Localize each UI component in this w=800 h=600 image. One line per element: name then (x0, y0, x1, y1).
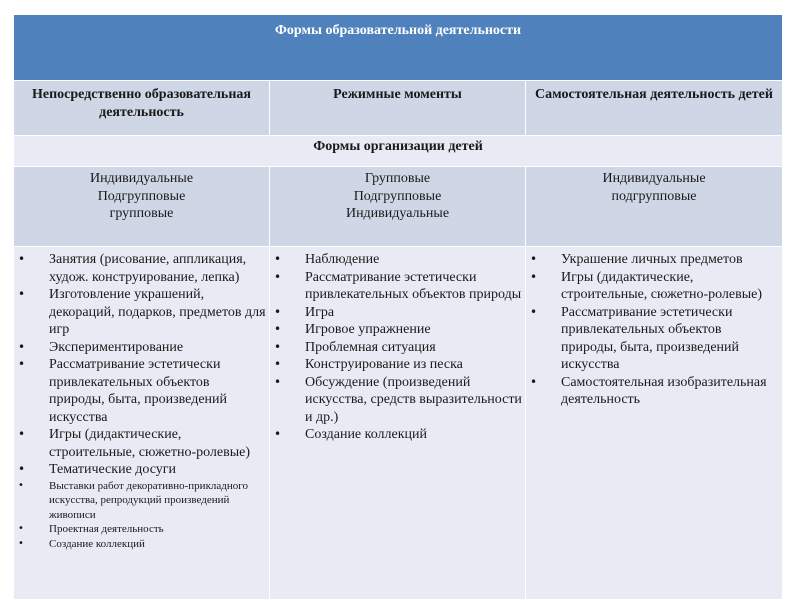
list-item: • Занятия (рисование, аппликация, худож. конструирование, лепка) (18, 251, 267, 286)
list-item: • Самостоятельная изобразительная деятельность (530, 374, 780, 409)
list-item: • Экспериментирование (18, 339, 267, 357)
forms-cell-col2 (270, 167, 526, 247)
form-item: Индивидуальные (602, 171, 706, 186)
activities-list-col1 (18, 251, 267, 551)
list-item: • Выставки работ декоративно-прикладного искусства, репродукций произведений живописи (18, 479, 267, 523)
forms-cell-col1 (14, 167, 270, 247)
form-item: Групповые (364, 171, 431, 186)
list-item: • Создание коллекций (274, 426, 523, 444)
form-item: групповые (109, 206, 174, 221)
form-item: подгрупповые (611, 188, 697, 204)
table-title: Формы образовательной деятельности (14, 15, 783, 81)
column-header-independent-activity: Самостоятельная деятельность детей (526, 81, 783, 136)
list-item: • Изготовление украшений, декораций, подарков, предметов для игр (18, 286, 267, 339)
form-item: Подгрупповые (97, 188, 186, 204)
list-item: • Тематические досуги (18, 461, 267, 479)
list-item: • Игра (274, 304, 523, 322)
form-item: Подгрупповые (353, 188, 442, 204)
list-item: • Обсуждение (произведений искусства, средств выразительности и др.) (274, 374, 523, 427)
activities-list-col2 (274, 251, 523, 444)
list-item: • Игровое упражнение (274, 321, 523, 339)
list-item: • Игры (дидактические, строительные, сюжетно-ролевые) (18, 426, 267, 461)
form-item: Индивидуальные (345, 206, 450, 221)
subheader-forms-of-organization: Формы организации детей (14, 136, 783, 167)
form-item: Индивидуальные (89, 171, 194, 186)
column-header-direct-education: Непосредственно образовательная деятельность (14, 81, 270, 136)
column-header-routine-moments: Режимные моменты (270, 81, 526, 136)
activities-list-col3 (530, 251, 780, 409)
activities-cell-col1 (14, 247, 270, 600)
list-item: • Создание коллекций (18, 537, 267, 552)
list-item: • Проектная деятельность (18, 522, 267, 537)
list-item: • Рассматривание эстетически привлекательных объектов природы, быта, произведений искусства (530, 304, 780, 374)
list-item: • Украшение личных предметов (530, 251, 780, 269)
list-item: • Конструирование из песка (274, 356, 523, 374)
education-forms-table (13, 14, 783, 600)
forms-cell-col3 (526, 167, 783, 247)
list-item: • Проблемная ситуация (274, 339, 523, 357)
list-item: • Рассматривание эстетически привлекательных объектов природы, быта, произведений искусства (18, 356, 267, 426)
list-item: • Наблюдение (274, 251, 523, 269)
list-item: • Рассматривание эстетически привлекательных объектов природы (274, 269, 523, 304)
activities-cell-col2 (270, 247, 526, 600)
list-item: • Игры (дидактические, строительные, сюжетно-ролевые) (530, 269, 780, 304)
activities-cell-col3 (526, 247, 783, 600)
